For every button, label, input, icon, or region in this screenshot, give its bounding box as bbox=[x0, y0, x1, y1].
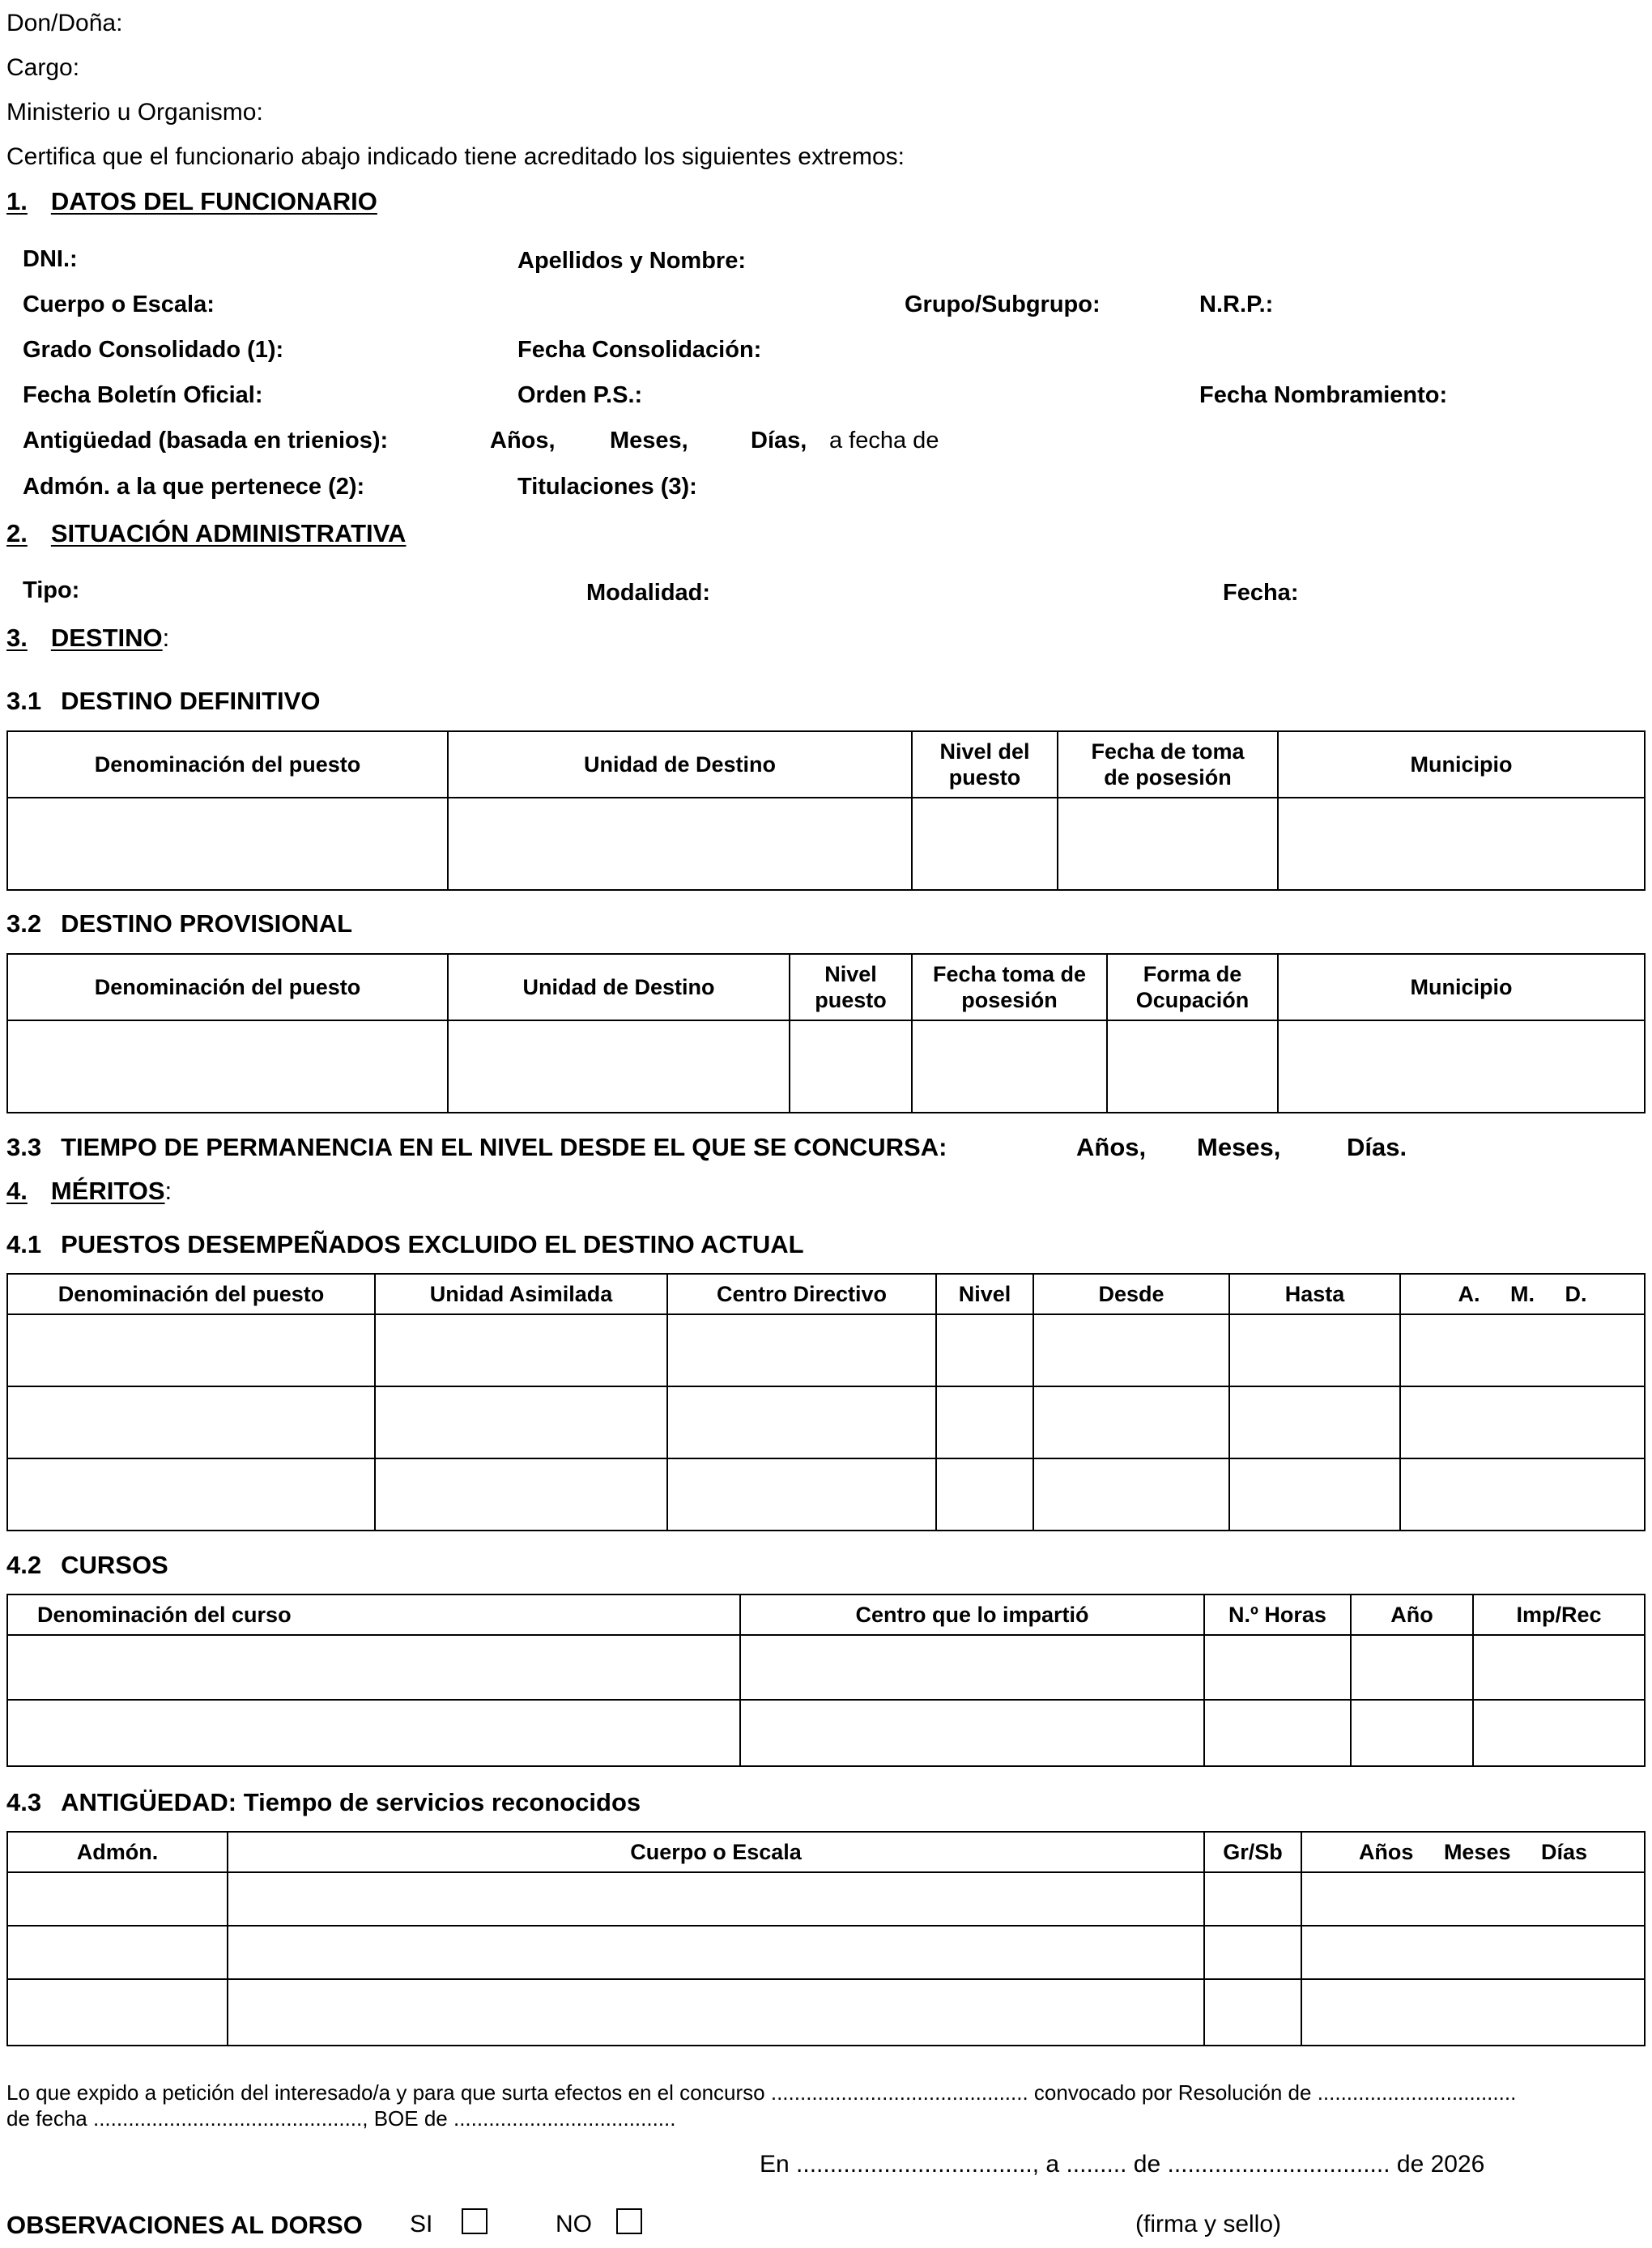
dni-label: DNI.: bbox=[23, 246, 78, 272]
table-cell[interactable] bbox=[1301, 1872, 1645, 1926]
table-header: Gr/Sb bbox=[1204, 1832, 1301, 1872]
section-1-heading: DATOS DEL FUNCIONARIO bbox=[50, 187, 377, 215]
table-cell[interactable] bbox=[667, 1314, 936, 1386]
table-cell[interactable] bbox=[790, 1020, 912, 1113]
table-cell[interactable] bbox=[1204, 1872, 1301, 1926]
table-cell[interactable] bbox=[7, 1020, 448, 1113]
section-4-number: 4. bbox=[6, 1177, 28, 1205]
section-2-title bbox=[6, 519, 406, 548]
section-4-1-number: 4.1 bbox=[6, 1230, 42, 1258]
table-cell[interactable] bbox=[1229, 1458, 1400, 1531]
table-cell[interactable] bbox=[912, 798, 1058, 890]
table-cell[interactable] bbox=[448, 1020, 790, 1113]
table-cell[interactable] bbox=[1204, 1926, 1301, 1979]
table-row bbox=[7, 798, 1645, 890]
section-3-3-title bbox=[6, 1133, 947, 1162]
section-4-1-title bbox=[6, 1230, 804, 1259]
table-cell[interactable] bbox=[7, 1700, 740, 1766]
table-cell[interactable] bbox=[375, 1458, 667, 1531]
section-4-2-title bbox=[6, 1551, 168, 1580]
table-header: Unidad de Destino bbox=[448, 731, 912, 798]
table-header: Fecha toma de posesión bbox=[912, 954, 1107, 1020]
table-header: N.º Horas bbox=[1204, 1594, 1351, 1635]
permanencia-dias-label: Días. bbox=[1347, 1133, 1407, 1161]
table-row bbox=[7, 1872, 1645, 1926]
table-cell[interactable] bbox=[375, 1314, 667, 1386]
section-4-colon: : bbox=[164, 1177, 172, 1205]
expido-text-line-2: de fecha .............................................., BOE de ...................................... bbox=[6, 2106, 676, 2131]
section-3-1-heading: DESTINO DEFINITIVO bbox=[61, 687, 321, 715]
table-cell[interactable] bbox=[1400, 1314, 1645, 1386]
table-cell[interactable] bbox=[1301, 1926, 1645, 1979]
section-3-colon: : bbox=[162, 624, 170, 652]
cursos-table bbox=[6, 1594, 1646, 1767]
table-cell[interactable] bbox=[1033, 1458, 1229, 1531]
table-header: Desde bbox=[1033, 1274, 1229, 1314]
table-cell[interactable] bbox=[912, 1020, 1107, 1113]
table-cell[interactable] bbox=[7, 1314, 375, 1386]
section-4-2-number: 4.2 bbox=[6, 1551, 42, 1579]
table-cell[interactable] bbox=[1301, 1979, 1645, 2046]
table-header: Admón. bbox=[7, 1832, 228, 1872]
table-header: Forma de Ocupación bbox=[1107, 954, 1278, 1020]
table-cell[interactable] bbox=[448, 798, 912, 890]
table-cell[interactable] bbox=[1400, 1458, 1645, 1531]
section-3-2-title bbox=[6, 909, 352, 939]
puestos-desempenados-table bbox=[6, 1273, 1646, 1531]
si-checkbox[interactable] bbox=[462, 2208, 488, 2234]
dias-label: Días, bbox=[751, 428, 807, 453]
no-label: NO bbox=[556, 2211, 592, 2237]
table-cell[interactable] bbox=[936, 1386, 1033, 1458]
observaciones-label: OBSERVACIONES AL DORSO bbox=[6, 2211, 363, 2239]
table-cell[interactable] bbox=[740, 1635, 1204, 1700]
section-3-2-number: 3.2 bbox=[6, 909, 42, 938]
table-cell[interactable] bbox=[7, 1979, 228, 2046]
table-cell[interactable] bbox=[1351, 1635, 1473, 1700]
table-cell[interactable] bbox=[1278, 798, 1645, 890]
table-cell[interactable] bbox=[1204, 1979, 1301, 2046]
section-3-3-heading: TIEMPO DE PERMANENCIA EN EL NIVEL DESDE EL QUE SE CONCURSA: bbox=[61, 1133, 947, 1161]
table-cell[interactable] bbox=[667, 1458, 936, 1531]
table-header: Años Meses Días bbox=[1301, 1832, 1645, 1872]
don-dona-label: Don/Doña: bbox=[6, 10, 123, 36]
anos-label: Años, bbox=[490, 428, 556, 453]
section-3-1-number: 3.1 bbox=[6, 687, 42, 715]
meses-label: Meses, bbox=[610, 428, 688, 453]
table-header: Nivel bbox=[936, 1274, 1033, 1314]
table-header: Unidad de Destino bbox=[448, 954, 790, 1020]
table-cell[interactable] bbox=[1229, 1314, 1400, 1386]
grado-label: Grado Consolidado (1): bbox=[23, 337, 284, 363]
fecha-consolidacion-label: Fecha Consolidación: bbox=[517, 337, 762, 363]
section-4-3-title bbox=[6, 1788, 641, 1817]
table-cell[interactable] bbox=[7, 1872, 228, 1926]
table-cell[interactable] bbox=[936, 1314, 1033, 1386]
no-checkbox[interactable] bbox=[616, 2208, 642, 2234]
table-cell[interactable] bbox=[1473, 1700, 1645, 1766]
table-header: Municipio bbox=[1278, 731, 1645, 798]
section-4-heading: MÉRITOS bbox=[50, 1177, 165, 1205]
table-header: Cuerpo o Escala bbox=[228, 1832, 1204, 1872]
section-1-number: 1. bbox=[6, 187, 28, 215]
fecha-nombramiento-label: Fecha Nombramiento: bbox=[1199, 382, 1448, 408]
table-cell[interactable] bbox=[228, 1872, 1204, 1926]
orden-ps-label: Orden P.S.: bbox=[517, 382, 643, 408]
table-header: Imp/Rec bbox=[1473, 1594, 1645, 1635]
table-cell[interactable] bbox=[1400, 1386, 1645, 1458]
table-cell[interactable] bbox=[7, 1926, 228, 1979]
table-header: Nivel del puesto bbox=[912, 731, 1058, 798]
tipo-label: Tipo: bbox=[23, 577, 80, 603]
section-4-1-heading: PUESTOS DESEMPEÑADOS EXCLUIDO EL DESTINO ACTUAL bbox=[61, 1230, 804, 1258]
grupo-label: Grupo/Subgrupo: bbox=[905, 292, 1101, 317]
table-row bbox=[7, 1700, 1645, 1766]
table-header: Denominación del puesto bbox=[7, 731, 448, 798]
table-cell[interactable] bbox=[1204, 1635, 1351, 1700]
table-cell[interactable] bbox=[740, 1700, 1204, 1766]
titulaciones-label: Titulaciones (3): bbox=[517, 474, 697, 500]
destino-definitivo-table bbox=[6, 730, 1646, 891]
lugar-fecha-line: En ..................................., a ......... de ................................. de 2026 bbox=[760, 2151, 1485, 2178]
table-header: Fecha de toma de posesión bbox=[1058, 731, 1278, 798]
antiguedad-label: Antigüedad (basada en trienios): bbox=[23, 428, 389, 453]
fecha-boletin-label: Fecha Boletín Oficial: bbox=[23, 382, 263, 408]
table-header: Municipio bbox=[1278, 954, 1645, 1020]
section-1-title bbox=[6, 187, 377, 216]
ministerio-label: Ministerio u Organismo: bbox=[6, 99, 263, 126]
table-header: Nivel puesto bbox=[790, 954, 912, 1020]
a-fecha-de-label: a fecha de bbox=[829, 428, 939, 453]
section-3-heading: DESTINO bbox=[50, 624, 163, 652]
permanencia-meses-label: Meses, bbox=[1197, 1133, 1281, 1161]
table-cell[interactable] bbox=[667, 1386, 936, 1458]
table-row bbox=[7, 1926, 1645, 1979]
antiguedad-servicios-table bbox=[6, 1831, 1646, 2046]
section-3-2-heading: DESTINO PROVISIONAL bbox=[61, 909, 353, 938]
table-cell[interactable] bbox=[1204, 1700, 1351, 1766]
table-row bbox=[7, 1635, 1645, 1700]
table-header: Centro que lo impartió bbox=[740, 1594, 1204, 1635]
apellidos-label: Apellidos y Nombre: bbox=[517, 248, 746, 274]
firma-sello-label: (firma y sello) bbox=[1135, 2211, 1282, 2237]
section-4-3-heading: ANTIGÜEDAD: Tiempo de servicios reconocidos bbox=[61, 1788, 641, 1816]
table-header: Denominación del puesto bbox=[7, 954, 448, 1020]
table-header: A. M. D. bbox=[1400, 1274, 1645, 1314]
section-4-2-heading: CURSOS bbox=[61, 1551, 168, 1579]
table-row bbox=[7, 1979, 1645, 2046]
table-cell[interactable] bbox=[228, 1926, 1204, 1979]
destino-provisional-table bbox=[6, 953, 1646, 1113]
admon-label: Admón. a la que pertenece (2): bbox=[23, 474, 365, 500]
table-header: Centro Directivo bbox=[667, 1274, 936, 1314]
table-cell[interactable] bbox=[228, 1979, 1204, 2046]
table-cell[interactable] bbox=[1033, 1314, 1229, 1386]
table-cell[interactable] bbox=[1351, 1700, 1473, 1766]
cargo-label: Cargo: bbox=[6, 54, 80, 81]
section-3-number: 3. bbox=[6, 624, 28, 652]
table-header: Hasta bbox=[1229, 1274, 1400, 1314]
table-header: Denominación del curso bbox=[7, 1594, 740, 1635]
expido-text-line-1: Lo que expido a petición del interesado/a y para que surta efectos en el concurso ............................................ convocado por Resolución de .................................. bbox=[6, 2080, 1517, 2105]
table-cell[interactable] bbox=[1473, 1635, 1645, 1700]
certifica-text: Certifica que el funcionario abajo indicado tiene acreditado los siguientes extremos: bbox=[6, 143, 905, 170]
table-cell[interactable] bbox=[1058, 798, 1278, 890]
permanencia-anos-label: Años, bbox=[1076, 1133, 1147, 1161]
table-row bbox=[7, 1386, 1645, 1458]
table-cell[interactable] bbox=[1033, 1386, 1229, 1458]
table-cell[interactable] bbox=[1278, 1020, 1645, 1113]
table-cell[interactable] bbox=[7, 1386, 375, 1458]
table-cell[interactable] bbox=[1107, 1020, 1278, 1113]
table-cell[interactable] bbox=[7, 798, 448, 890]
nrp-label: N.R.P.: bbox=[1199, 292, 1274, 317]
modalidad-label: Modalidad: bbox=[586, 580, 711, 606]
table-cell[interactable] bbox=[7, 1458, 375, 1531]
section-4-3-number: 4.3 bbox=[6, 1788, 42, 1816]
table-row bbox=[7, 1458, 1645, 1531]
fecha-situacion-label: Fecha: bbox=[1223, 580, 1299, 606]
table-cell[interactable] bbox=[1229, 1386, 1400, 1458]
table-header: Denominación del puesto bbox=[7, 1274, 375, 1314]
table-cell[interactable] bbox=[7, 1635, 740, 1700]
section-3-title bbox=[6, 624, 169, 653]
section-2-number: 2. bbox=[6, 519, 28, 547]
cuerpo-label: Cuerpo o Escala: bbox=[23, 292, 215, 317]
table-cell[interactable] bbox=[375, 1386, 667, 1458]
table-row bbox=[7, 1314, 1645, 1386]
table-header: Unidad Asimilada bbox=[375, 1274, 667, 1314]
table-cell[interactable] bbox=[936, 1458, 1033, 1531]
table-row bbox=[7, 1020, 1645, 1113]
table-header: Año bbox=[1351, 1594, 1473, 1635]
section-3-1-title bbox=[6, 687, 320, 716]
section-4-title bbox=[6, 1177, 172, 1206]
section-2-heading: SITUACIÓN ADMINISTRATIVA bbox=[50, 519, 407, 547]
si-label: SI bbox=[410, 2211, 433, 2237]
section-3-3-number: 3.3 bbox=[6, 1133, 42, 1161]
